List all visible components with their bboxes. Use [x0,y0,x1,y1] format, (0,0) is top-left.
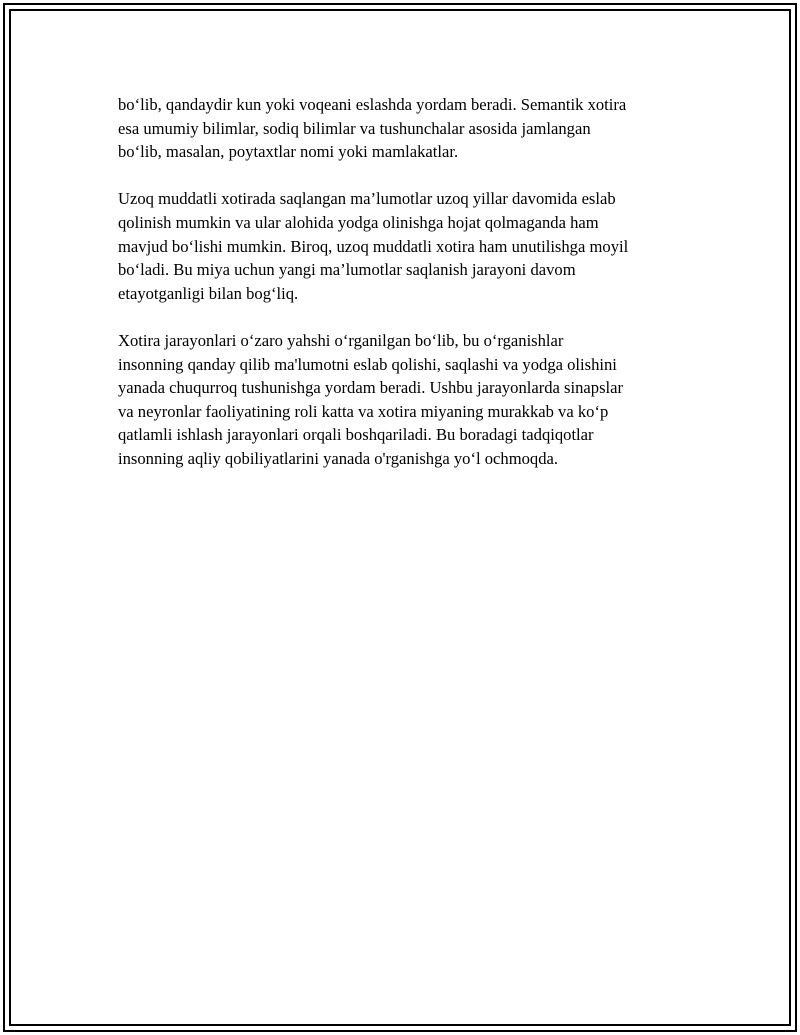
paragraph-line: etayotganligi bilan bog‘liq. [118,283,299,303]
paragraph-line: qatlamli ishlash jarayonlari orqali boshqariladi. Bu boradagi tadqiqotlar [118,425,594,445]
paragraph-line: Xotira jarayonlari o‘zaro yahshi o‘rganilgan bo‘lib, bu o‘rganishlar [118,330,564,350]
paragraph-line: yanada chuqurroq tushunishga yordam beradi. Ushbu jarayonlarda sinapslar [118,378,624,398]
paragraph-line: bo‘ladi. Bu miya uchun yangi ma’lumotlar saqlanish jarayoni davom [118,260,576,280]
paragraph-line: mavjud bo‘lishi mumkin. Biroq, uzoq muddatli xotira ham unutilishga moyil [118,236,629,256]
paragraph-line: insonning qanday qilib ma'lumotni eslab qolishi, saqlashi va yodga olishini [118,354,617,374]
paragraph-line: Uzoq muddatli xotirada saqlangan ma’lumotlar uzoq yillar davomida eslab [118,189,616,209]
paragraph-2 [118,187,693,305]
paragraph-line: bo‘lib, masalan, poytaxtlar nomi yoki mamlakatlar. [118,142,459,162]
paragraph-line: va neyronlar faoliyatining roli katta va xotira miyaning murakkab va ko‘p [118,401,609,421]
paragraph-line: esa umumiy bilimlar, sodiq bilimlar va tushunchalar asosida jamlangan [118,118,591,138]
paragraph-1 [118,93,693,164]
paragraph-line: bo‘lib, qandaydir kun yoki voqeani eslashda yordam beradi. Semantik xotira [118,95,627,114]
paragraph-line: insonning aqliy qobiliyatlarini yanada o'rganishga yo‘l ochmoqda. [118,448,559,468]
document-body [118,93,693,494]
paragraph-3 [118,329,693,471]
paragraph-line: qolinish mumkin va ular alohida yodga olinishga hojat qolmaganda ham [118,212,599,232]
